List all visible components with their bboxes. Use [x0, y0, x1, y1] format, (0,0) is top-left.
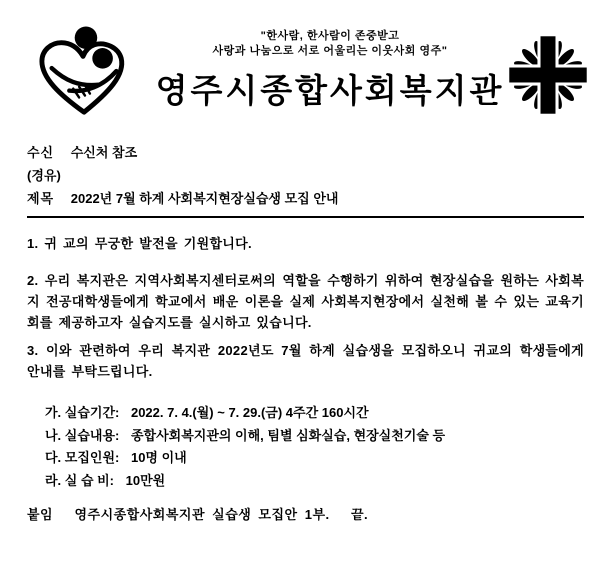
practicum-detail-list: [45, 402, 575, 492]
item-value: 종합사회복지관의 이해, 팀별 심화실습, 현장실천기술 등: [130, 427, 446, 443]
paragraph-1: 1. 귀 교의 무궁한 발전을 기원합니다.: [27, 236, 252, 251]
caritas-cross-logo: [502, 31, 594, 119]
subject-row: [27, 191, 584, 218]
attachment-line: 붙임 영주시종합사회복지관 실습생 모집안 1부. 끝.: [27, 507, 369, 522]
slogan-line-2: 사랑과 나눔으로 서로 어울리는 이웃사회 영주": [212, 45, 448, 57]
via-row: (경유): [27, 168, 61, 183]
list-item: [45, 447, 575, 470]
item-label: 나. 실습내용:: [45, 427, 120, 443]
item-label: 다. 모집인원:: [45, 450, 120, 465]
item-label: 라. 실 습 비:: [45, 472, 115, 488]
recipient-value: 수신처 참조: [70, 145, 138, 160]
item-label: 가. 실습기간:: [45, 405, 120, 420]
letter-meta: [27, 145, 584, 218]
list-item: [45, 470, 575, 493]
subject-value: 2022년 7월 하계 사회복지현장실습생 모집 안내: [70, 191, 339, 206]
caritas-cross-icon: [502, 31, 594, 119]
list-item: [45, 425, 575, 448]
paragraph-2: 2. 우리 복지관은 지역사회복지센터로써의 역할을 수행하기 위하여 현장실습을 원하는 사회복지 전공대학생들에게 학교에서 배운 이론을 실제 사회복지현장에서 실천해 볼 수 있는 교육기회를 제공하고자 실습지도를 실시하고 있습니다.: [27, 273, 584, 330]
recipient-label: 수신: [27, 145, 55, 160]
item-value: 10명 이내: [130, 450, 187, 465]
subject-label: 제목: [27, 191, 55, 206]
list-item: [45, 402, 575, 425]
paragraph-3: 3. 이와 관련하여 우리 복지관 2022년도 7월 하계 실습생을 모집하오니 귀교의 학생들에게 안내를 부탁드립니다.: [27, 343, 584, 379]
org-title: 영주시종합사회복지관: [155, 72, 505, 109]
letterhead: [110, 29, 550, 112]
recipient-row: [27, 145, 584, 161]
slogan-line-1: "한사람, 한사람이 존중받고: [260, 30, 400, 42]
item-value: 10만원: [125, 472, 166, 488]
item-value: 2022. 7. 4.(월) ~ 7. 29.(금) 4주간 160시간: [130, 405, 369, 420]
